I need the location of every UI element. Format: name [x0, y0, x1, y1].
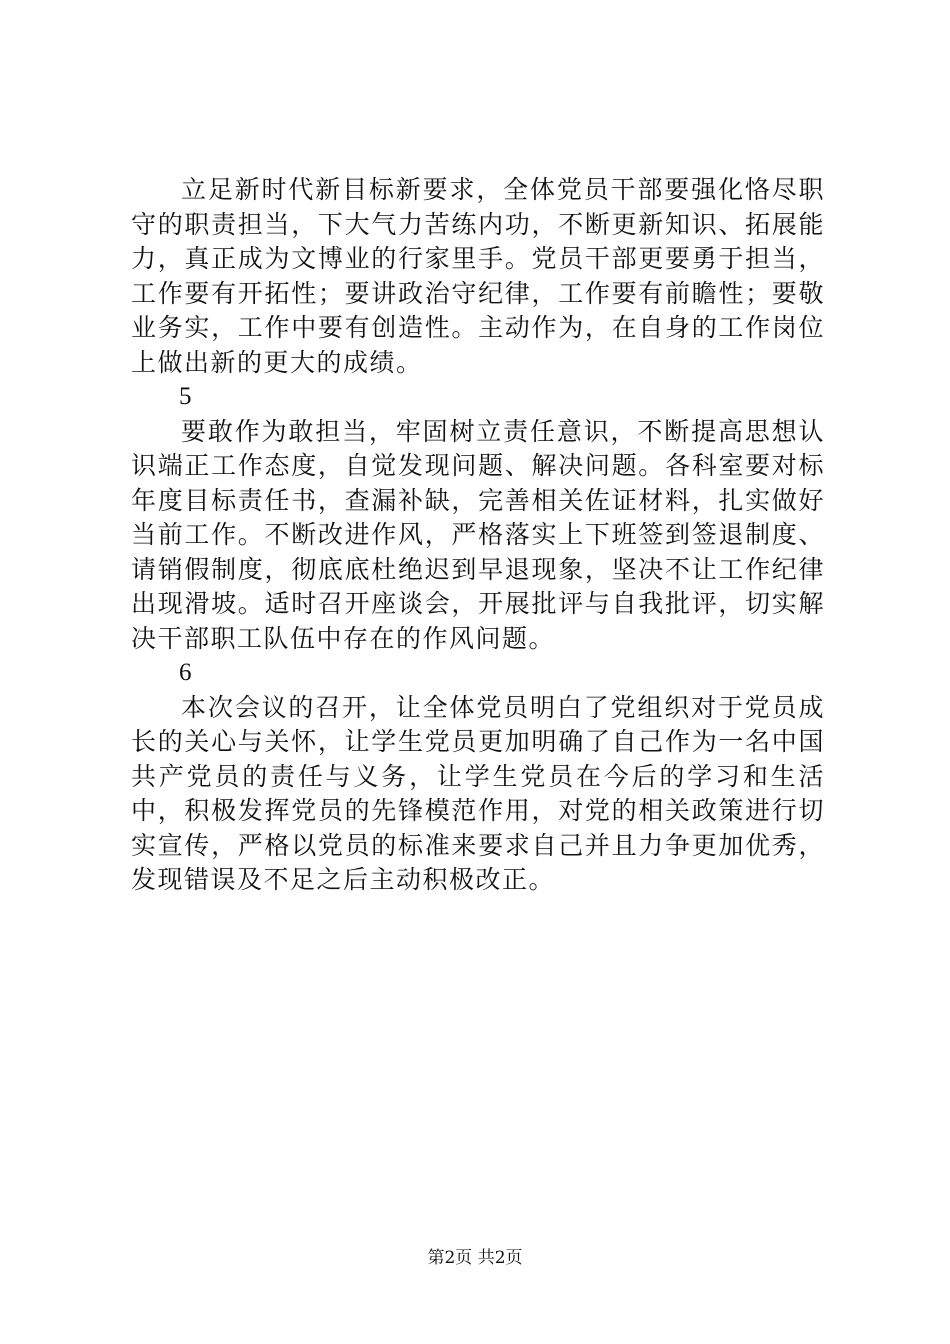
- section-number-5: 5: [179, 383, 192, 410]
- document-body: [131, 173, 825, 898]
- paragraph-3: 本次会议的召开，让全体党员明白了党组织对于党员成长的关心与关怀，让学生党员更加明确了自己作为一名中国共产党员的责任与义务，让学生党员在今后的学习和生活中，积极发挥党员的先锋模范作用，对党的相关政策进行切实宣传，严格以党员的标准来要求自己并且力争更加优秀，发现错误及不足之后主动积极改正。: [131, 692, 825, 894]
- paragraph-2: 要敢作为敢担当，牢固树立责任意识，不断提高思想认识端正工作态度，自觉发现问题、解决问题。各科室要对标年度目标责任书，查漏补缺，完善相关佐证材料，扎实做好当前工作。不断改进作风，严格落实上下班签到签退制度、请销假制度，彻底底杜绝迟到早退现象，坚决不让工作纪律出现滑坡。适时召开座谈会，开展批评与自我批评，切实解决干部职工队伍中存在的作风问题。: [131, 416, 825, 653]
- section-number-6: 6: [179, 659, 192, 686]
- paragraph-1: 立足新时代新目标新要求，全体党员干部要强化恪尽职守的职责担当，下大气力苦练内功，不断更新知识、拓展能力，真正成为文博业的行家里手。党员干部更要勇于担当，工作要有开拓性；要讲政治守纪律，工作要有前瞻性；要敬业务实，工作中要有创造性。主动作为，在自身的工作岗位上做出新的更大的成绩。: [131, 175, 825, 377]
- page-footer: 第2页 共2页: [427, 1248, 523, 1268]
